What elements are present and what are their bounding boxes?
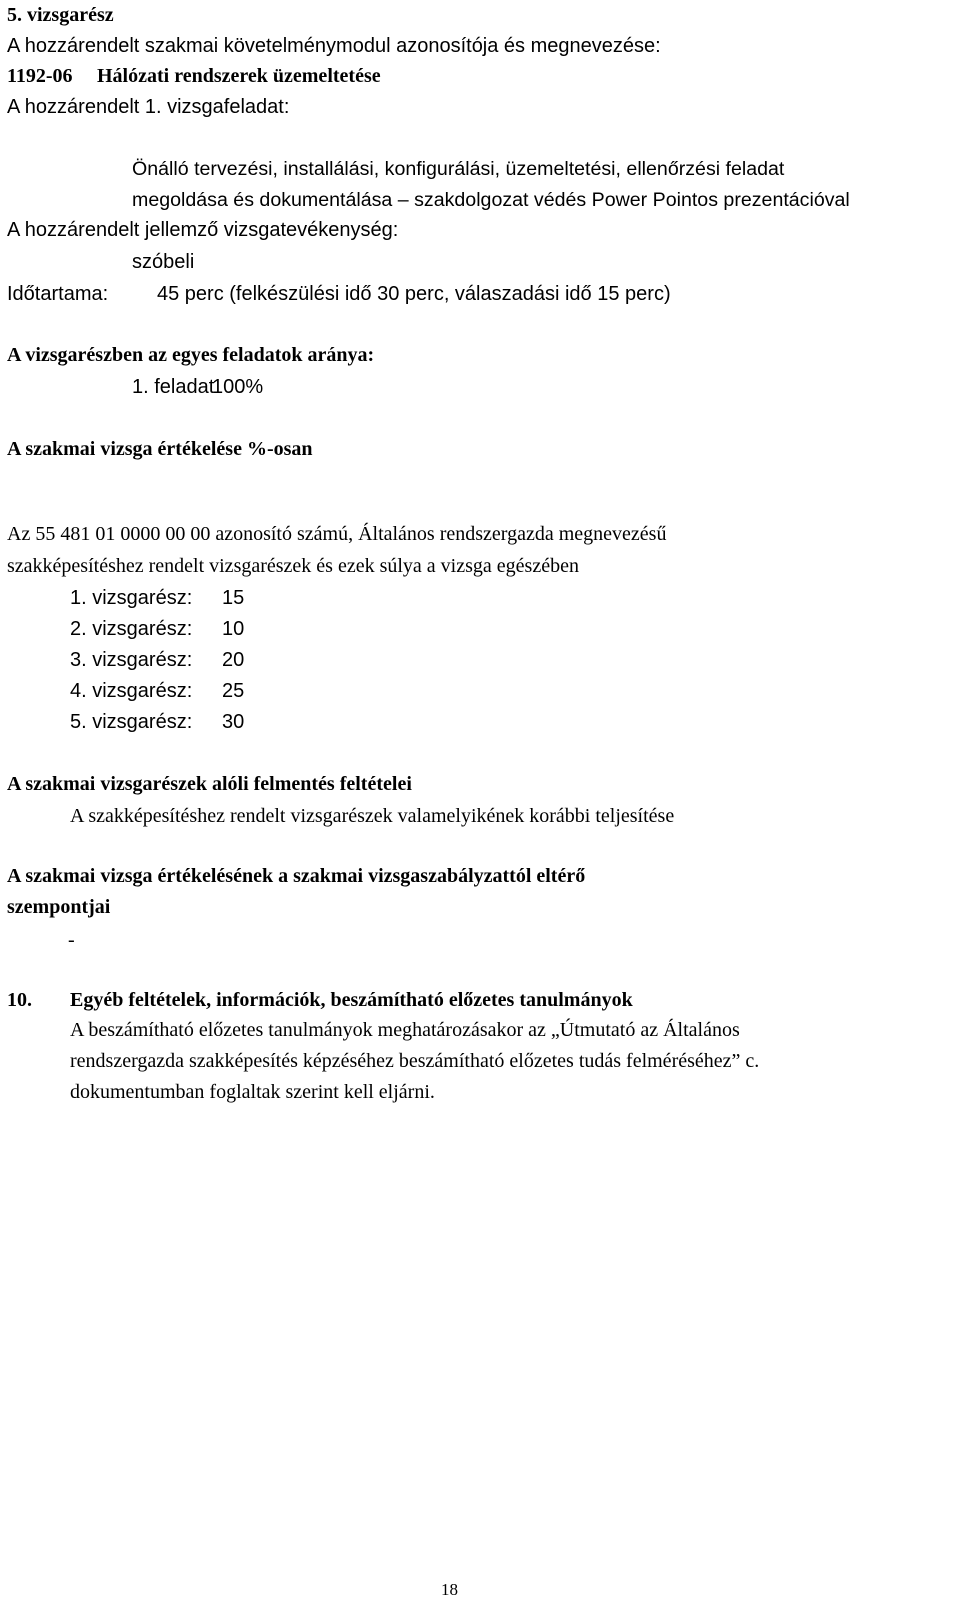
duration-value: 45 perc (felkészülési idő 30 perc, válaszadási idő 15 perc) <box>157 283 671 305</box>
task-label: A hozzárendelt 1. vizsgafeladat: <box>7 96 290 118</box>
ratio-item-label: 1. feladat <box>132 376 215 398</box>
section-title: 5. vizsgarész <box>7 4 114 26</box>
section10-line2: rendszergazda szakképesítés képzéséhez beszámítható előzetes tudás felméréséhez” c. <box>70 1050 760 1072</box>
duration-label: Időtartama: <box>7 283 109 305</box>
deviation-value: - <box>68 929 75 951</box>
ratio-heading: A vizsgarészben az egyes feladatok aránya: <box>7 344 375 366</box>
deviation-heading-line2: szempontjai <box>7 896 111 918</box>
deviation-heading-line1: A szakmai vizsga értékelésének a szakmai vizsgaszabályzattól eltérő <box>7 865 586 887</box>
section10-line1: A beszámítható előzetes tanulmányok meghatározásakor az „Útmutató az Általános <box>70 1019 740 1041</box>
exemption-text: A szakképesítéshez rendelt vizsgarészek valamelyikének korábbi teljesítése <box>70 805 675 827</box>
page-number: 18 <box>441 1580 458 1599</box>
activity-label: A hozzárendelt jellemző vizsgatevékenység: <box>7 219 399 241</box>
section10-number: 10. <box>7 989 32 1011</box>
evaluation-intro-line2: szakképesítéshez rendelt vizsgarészek és ezek súlya a vizsga egészében <box>7 555 579 577</box>
exemption-heading: A szakmai vizsgarészek alóli felmentés feltételei <box>7 773 412 795</box>
part-value: 25 <box>222 680 245 702</box>
evaluation-heading: A szakmai vizsga értékelése %-osan <box>7 438 313 460</box>
part-label: 2. vizsgarész: <box>70 618 193 640</box>
evaluation-intro-line1: Az 55 481 01 0000 00 00 azonosító számú, Általános rendszergazda megnevezésű <box>7 523 667 545</box>
part-value: 15 <box>222 587 245 609</box>
ratio-item-value: 100% <box>212 376 264 398</box>
part-value: 10 <box>222 618 245 640</box>
section10-line3: dokumentumban foglaltak szerint kell eljárni. <box>70 1081 435 1103</box>
section10-heading: Egyéb feltételek, információk, beszámítható előzetes tanulmányok <box>70 989 633 1011</box>
part-label: 5. vizsgarész: <box>70 711 193 733</box>
module-label: A hozzárendelt szakmai követelménymodul azonosítója és megnevezése: <box>7 35 661 57</box>
part-value: 30 <box>222 711 245 733</box>
part-label: 3. vizsgarész: <box>70 649 193 671</box>
module-name: Hálózati rendszerek üzemeltetése <box>97 65 381 87</box>
activity-value: szóbeli <box>132 251 195 273</box>
part-value: 20 <box>222 649 245 671</box>
task-description-line2: megoldása és dokumentálása – szakdolgozat védés Power Pointos prezentációval <box>132 189 850 211</box>
task-description-line1: Önálló tervezési, installálási, konfigurálási, üzemeltetési, ellenőrzési feladat <box>132 158 785 180</box>
module-code: 1192-06 <box>7 65 73 87</box>
part-label: 1. vizsgarész: <box>70 587 193 609</box>
part-label: 4. vizsgarész: <box>70 680 193 702</box>
